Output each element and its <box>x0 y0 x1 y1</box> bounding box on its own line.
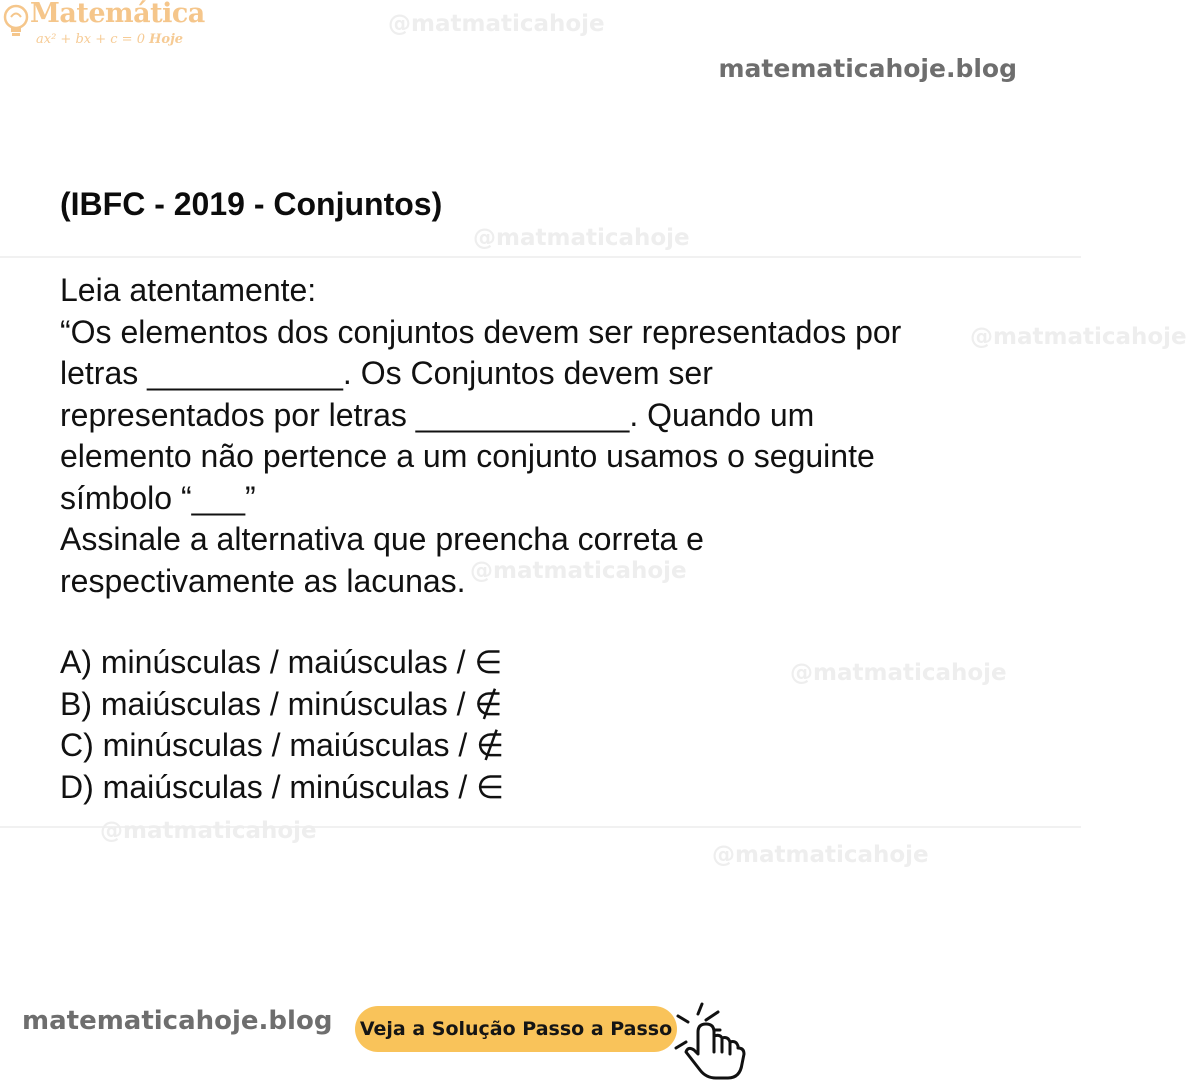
logo <box>0 0 230 52</box>
logo-title: Matemática <box>30 0 205 29</box>
statement-line: elemento não pertence a um conjunto usamos o seguinte <box>60 438 875 474</box>
statement-line: Leia atentamente: <box>60 272 317 308</box>
watermark: @matmaticahoje <box>712 842 929 868</box>
statement-line: símbolo “___” <box>60 479 256 516</box>
pointing-hand-icon <box>668 1002 754 1080</box>
watermark: @matmaticahoje <box>100 818 317 844</box>
site-url-top: matematicahoje.blog <box>718 54 1017 83</box>
statement-line: representados por letras ____________. Quando um <box>60 396 815 433</box>
statement-line: respectivamente as lacunas. <box>60 562 466 599</box>
statement-line: “Os elementos dos conjuntos devem ser representados por <box>60 313 902 350</box>
statement-line: letras ___________. Os Conjuntos devem ser <box>60 355 713 391</box>
option-c: C) minúsculas / maiúsculas / ∉ <box>60 727 504 763</box>
option-a: A) minúsculas / maiúsculas / ∈ <box>60 644 503 680</box>
logo-hoje: Hoje <box>149 32 184 47</box>
answer-options <box>60 642 504 808</box>
question-statement <box>60 270 1020 602</box>
watermark: @matmaticahoje <box>470 558 687 584</box>
option-b: B) maiúsculas / minúsculas / ∉ <box>60 685 503 722</box>
question-title: (IBFC - 2019 - Conjuntos) <box>60 186 443 222</box>
statement-line: Assinale a alternativa que preencha correta e <box>60 521 704 557</box>
option-d: D) maiúsculas / minúsculas / ∈ <box>60 768 504 805</box>
divider <box>0 256 1081 258</box>
watermark: @matmaticahoje <box>473 225 690 251</box>
watermark: @matmaticahoje <box>970 324 1187 350</box>
lightbulb-icon <box>2 4 30 38</box>
view-solution-button[interactable]: Veja a Solução Passo a Passo <box>355 1006 677 1052</box>
watermark: @matmaticahoje <box>388 11 605 37</box>
logo-formula-text: ax² + bx + c = 0 <box>36 32 145 47</box>
watermark: @matmaticahoje <box>790 660 1007 686</box>
logo-formula <box>36 32 183 47</box>
site-url-bottom: matematicahoje.blog <box>22 1006 333 1036</box>
